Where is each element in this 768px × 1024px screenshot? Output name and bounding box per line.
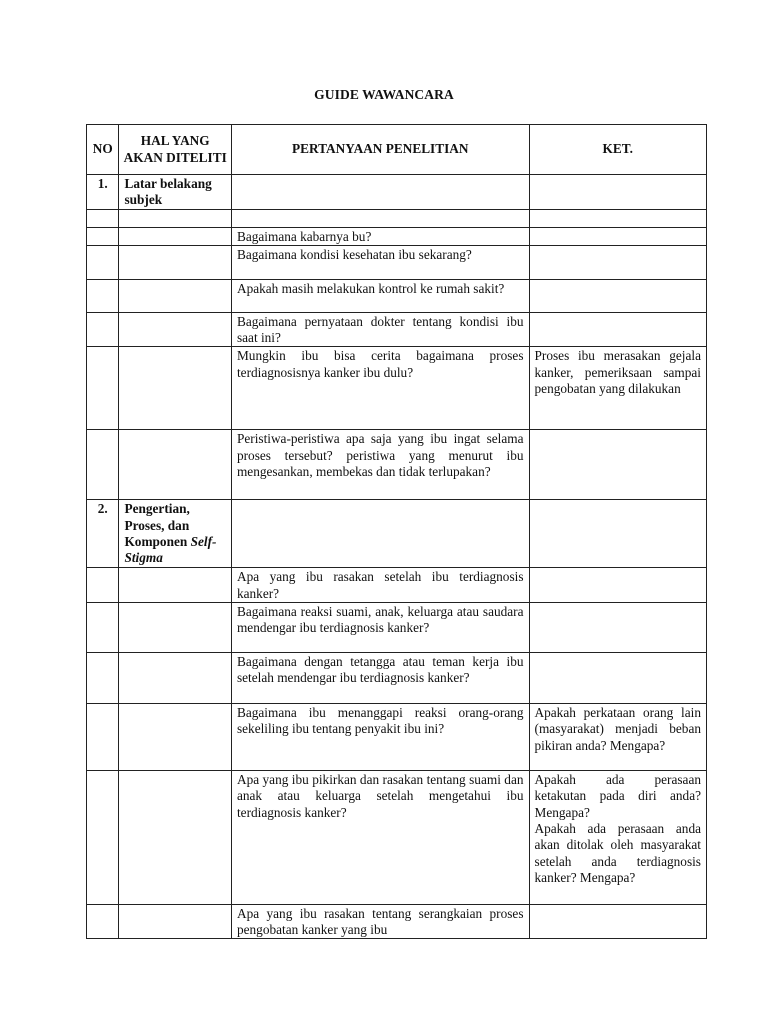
table-row [87, 209, 707, 227]
question-text: Apa yang ibu pikirkan dan rasakan tentang suami dan anak atau keluarga setelah mengetahui ibu terdiagnosis kanker? [236, 772, 524, 820]
note-cell [529, 905, 706, 939]
question-text: Peristiwa-peristiwa apa saja yang ibu ingat selama proses tersebut? peristiwa yang menurut ibu mengesankan, membekas dan tidak terlupakan? [236, 431, 524, 480]
row-number [87, 209, 119, 227]
table-row [87, 771, 707, 905]
question-text: Apakah masih melakukan kontrol ke rumah sakit? [236, 280, 505, 296]
row-number: 2. [87, 500, 119, 568]
header-pertanyaan-penelitian: PERTANYAAN PENELITIAN [231, 125, 529, 175]
row-number [87, 704, 119, 771]
note-cell [529, 227, 706, 245]
table-row [87, 568, 707, 603]
topic-cell [119, 312, 232, 347]
header-no: NO [87, 125, 119, 175]
question-text: Apa yang ibu rasakan tentang serangkaian proses pengobatan kanker yang ibu [236, 906, 524, 938]
note-cell [529, 653, 706, 704]
table-row [87, 704, 707, 771]
header-hal-yang-akan-diteliti: HAL YANG AKAN DITELITI [119, 125, 232, 175]
table-row [87, 227, 707, 245]
topic-cell [119, 905, 232, 939]
row-number [87, 279, 119, 312]
table-row [87, 653, 707, 704]
note-cell [529, 603, 706, 653]
note-text: Apakah ada perasaan ketakutan pada diri anda? Mengapa? [534, 772, 701, 820]
topic-cell [119, 227, 232, 245]
note-text: Proses ibu merasakan gejala kanker, pemeriksaan sampai pengobatan yang dilakukan [534, 348, 701, 397]
question-text: Bagaimana dengan tetangga atau teman kerja ibu setelah mendengar ibu terdiagnosis kanker? [236, 654, 524, 686]
question-text: Mungkin ibu bisa cerita bagaimana proses terdiagnosisnya kanker ibu dulu? [236, 348, 524, 380]
row-number [87, 245, 119, 279]
table-body [87, 175, 707, 939]
note-cell [529, 704, 706, 771]
question-text: Bagaimana kondisi kesehatan ibu sekarang? [236, 246, 472, 262]
table-header-row [87, 125, 707, 175]
note-cell [529, 312, 706, 347]
note-cell [529, 430, 706, 500]
topic-cell [119, 704, 232, 771]
note-cell [529, 771, 706, 905]
note-cell [529, 568, 706, 603]
note-cell [529, 279, 706, 312]
row-number [87, 771, 119, 905]
topic-cell [119, 568, 232, 603]
row-number: 1. [87, 175, 119, 210]
question-cell [231, 175, 529, 210]
row-number [87, 347, 119, 430]
table-row [87, 603, 707, 653]
note-cell [529, 209, 706, 227]
row-number [87, 227, 119, 245]
topic-cell [119, 245, 232, 279]
topic-cell [119, 347, 232, 430]
note-cell [529, 175, 706, 210]
question-cell [231, 279, 529, 312]
topic-cell [119, 430, 232, 500]
question-cell [231, 227, 529, 245]
topic-cell [119, 500, 232, 568]
note-text: Apakah ada perasaan anda akan ditolak oleh masyarakat setelah anda terdiagnosis kanker? Mengapa? [534, 820, 701, 885]
row-number [87, 653, 119, 704]
question-cell [231, 245, 529, 279]
question-cell [231, 500, 529, 568]
table-row [87, 905, 707, 939]
topic-cell [119, 279, 232, 312]
question-text: Apa yang ibu rasakan setelah ibu terdiagnosis kanker? [236, 569, 524, 601]
row-number [87, 430, 119, 500]
row-number [87, 568, 119, 603]
question-text: Bagaimana pernyataan dokter tentang kondisi ibu saat ini? [236, 313, 524, 346]
document-title: GUIDE WAWANCARA [314, 87, 454, 102]
question-cell [231, 430, 529, 500]
note-cell [529, 347, 706, 430]
topic-text: Pengertian, Proses, dan Komponen [124, 501, 190, 550]
question-cell [231, 704, 529, 771]
row-number [87, 312, 119, 347]
topic-cell [119, 603, 232, 653]
question-text: Bagaimana ibu menanggapi reaksi orang-orang sekeliling ibu tentang penyakit ibu ini? [236, 705, 524, 737]
table-row [87, 347, 707, 430]
question-cell [231, 347, 529, 430]
topic-text: Latar belakang subjek [124, 176, 212, 208]
topic-cell [119, 175, 232, 210]
header-keterangan: KET. [529, 125, 706, 175]
topic-cell [119, 771, 232, 905]
row-number [87, 603, 119, 653]
question-cell [231, 905, 529, 939]
note-cell [529, 245, 706, 279]
topic-text-italic: Self-Stigma [124, 534, 217, 566]
note-text: Apakah perkataan orang lain (masyarakat) menjadi beban pikiran anda? Mengapa? [534, 705, 701, 753]
topic-cell [119, 653, 232, 704]
note-cell [529, 500, 706, 568]
table-row [87, 312, 707, 347]
table-row [87, 430, 707, 500]
question-cell [231, 568, 529, 603]
question-text: Bagaimana reaksi suami, anak, keluarga atau saudara mendengar ibu terdiagnosis kanker? [236, 604, 524, 636]
interview-guide-table [86, 124, 707, 939]
table-row [87, 245, 707, 279]
topic-cell [119, 209, 232, 227]
question-cell [231, 603, 529, 653]
question-cell [231, 209, 529, 227]
table-row [87, 279, 707, 312]
question-cell [231, 771, 529, 905]
question-cell [231, 653, 529, 704]
table-row [87, 175, 707, 210]
question-cell [231, 312, 529, 347]
table-row [87, 500, 707, 568]
question-text: Bagaimana kabarnya bu? [236, 228, 372, 244]
row-number [87, 905, 119, 939]
